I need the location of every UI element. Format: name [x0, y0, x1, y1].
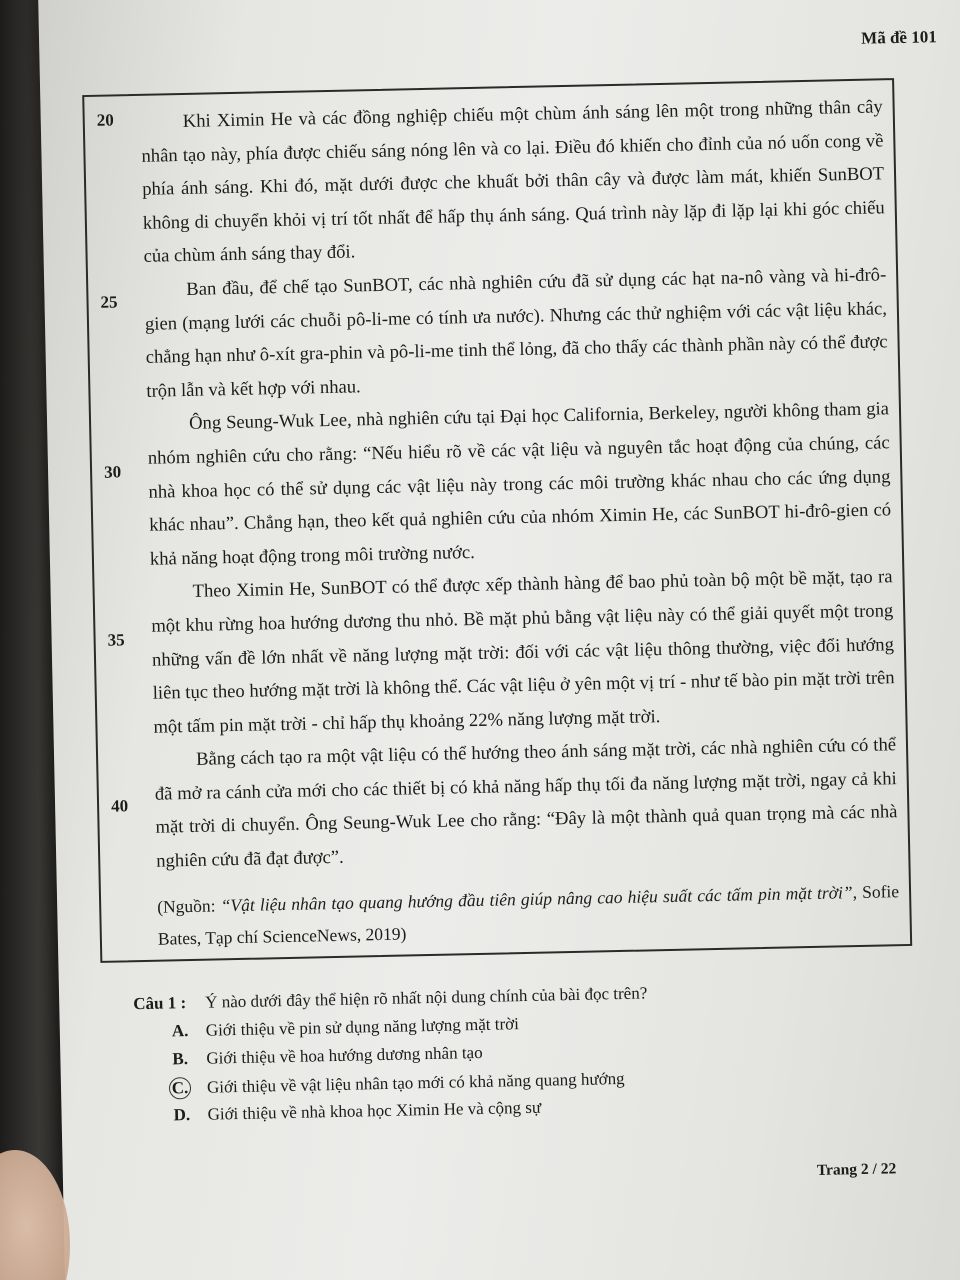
- passage-paragraph: Ban đầu, để chế tạo SunBOT, các nhà nghiên cứu đã sử dụng các hạt na-nô vàng và hi-đrô-gien (mạng lưới các chuỗi pô-li-me có tính ưa nước). Nhưng các thử nghiệm với các vật liệu khác, chẳng hạn như ô-xít gra-phin và pô-li-me tinh thể lỏng, đã cho thấy các thành phần này có thể được trộn lẫn và kết hợp với nhau.: [144, 264, 888, 402]
- line-number: 35: [107, 630, 125, 650]
- question-text: Ý nào dưới đây thể hiện rõ nhất nội dung chính của bài đọc trên?: [205, 983, 648, 1012]
- line-number: 20: [96, 110, 114, 130]
- source-prefix: (Nguồn:: [157, 895, 221, 917]
- line-number: 30: [103, 462, 122, 482]
- line-number: 25: [100, 292, 118, 312]
- option-letter: A.: [171, 1021, 189, 1041]
- option-letter: B.: [172, 1049, 189, 1069]
- option-letter: D.: [173, 1105, 191, 1125]
- option-text: Giới thiệu về hoa hướng dương nhân tạo: [206, 1042, 483, 1068]
- option-letter-circled: [173, 1077, 207, 1100]
- exam-paper: [38, 0, 960, 1280]
- exam-code: Mã đề 101: [860, 27, 937, 48]
- hand-drawn-circle-mark: C.: [169, 1077, 191, 1099]
- question-label: Câu 1 :: [133, 993, 187, 1014]
- source-citation: [157, 875, 900, 955]
- question-1: [133, 978, 896, 1134]
- option-text: Giới thiệu về nhà khoa học Ximin He và cộng sự: [207, 1097, 542, 1124]
- page-number: Trang 2 / 22: [816, 1160, 897, 1179]
- source-title: “Vật liệu nhân tạo quang hướng đầu tiên giúp nâng cao hiệu suất các tấm pin mặt trời”: [220, 881, 853, 916]
- passage-paragraph: Theo Ximin He, SunBOT có thể được xếp thành hàng để bao phủ toàn bộ một bề mặt, tạo ra một khu rừng hoa hướng dương thu nhỏ. Bề mặt phủ bằng vật liệu này có thể giải quyết một trong những vấn đề lớn nhất về năng lượng mặt trời: đối với các vật liệu thông thường, việc đổi hướng liên tục theo hướng mặt trời là không thể. Các vật liệu ở yên một vị trí - như tế bào pin mặt trời trên một tấm pin mặt trời - chỉ hấp thụ khoảng 22% năng lượng mặt trời.: [151, 566, 895, 738]
- passage-text: [140, 90, 900, 954]
- passage-paragraph: Ông Seung-Wuk Lee, nhà nghiên cứu tại Đại học California, Berkeley, người không tham gia nhóm nghiên cứu cho rằng: “Nếu hiểu rõ về các vật liệu và nguyên tắc hoạt động của chúng, các nhà khoa học có thể sử dụng các vật liệu này trong các môi trường khác nhau cho các ứng dụng khác nhau”. Chẳng hạn, theo kết quả nghiên cứu của nhóm Ximin He, các SunBOT hi-đrô-gien có khả năng hoạt động trong môi trường nước.: [147, 398, 892, 570]
- reading-passage-box: [82, 78, 912, 963]
- passage-paragraph: Bằng cách tạo ra một vật liệu có thể hướng theo ánh sáng mặt trời, các nhà nghiên cứu có thể đã mở ra cánh cửa mới cho các thiết bị có khả năng hấp thụ tối đa năng lượng mặt trời, ngay cả khi mặt trời di chuyển. Ông Seung-Wuk Lee cho rằng: “Đây là một thành quả quan trọng mà các nhà nghiên cứu đã đạt được”.: [154, 734, 898, 872]
- source-suffix: , Sofie Bates, Tạp chí ScienceNews, 2019): [157, 880, 900, 949]
- thumb-finger: [0, 1150, 70, 1280]
- option-text: Giới thiệu về vật liệu nhân tạo mới có khả năng quang hướng: [206, 1068, 625, 1097]
- line-number: 40: [110, 796, 129, 816]
- passage-paragraph: Khi Ximin He và các đồng nghiệp chiếu một chùm ánh sáng lên một trong những thân cây nhân tạo này, phía được chiếu sáng nóng lên và co lại. Điều đó khiến cho đỉnh của nó uốn cong về phía ánh sáng. Khi đó, mặt dưới được che khuất bởi thân cây và được làm mát, khiến SunBOT không di chuyển khỏi vị trí tốt nhất để hấp thụ ánh sáng. Quá trình này lặp đi lặp lại khi góc chiếu của chùm ánh sáng thay đổi.: [141, 96, 885, 268]
- option-text: Giới thiệu về pin sử dụng năng lượng mặt trời: [205, 1014, 520, 1040]
